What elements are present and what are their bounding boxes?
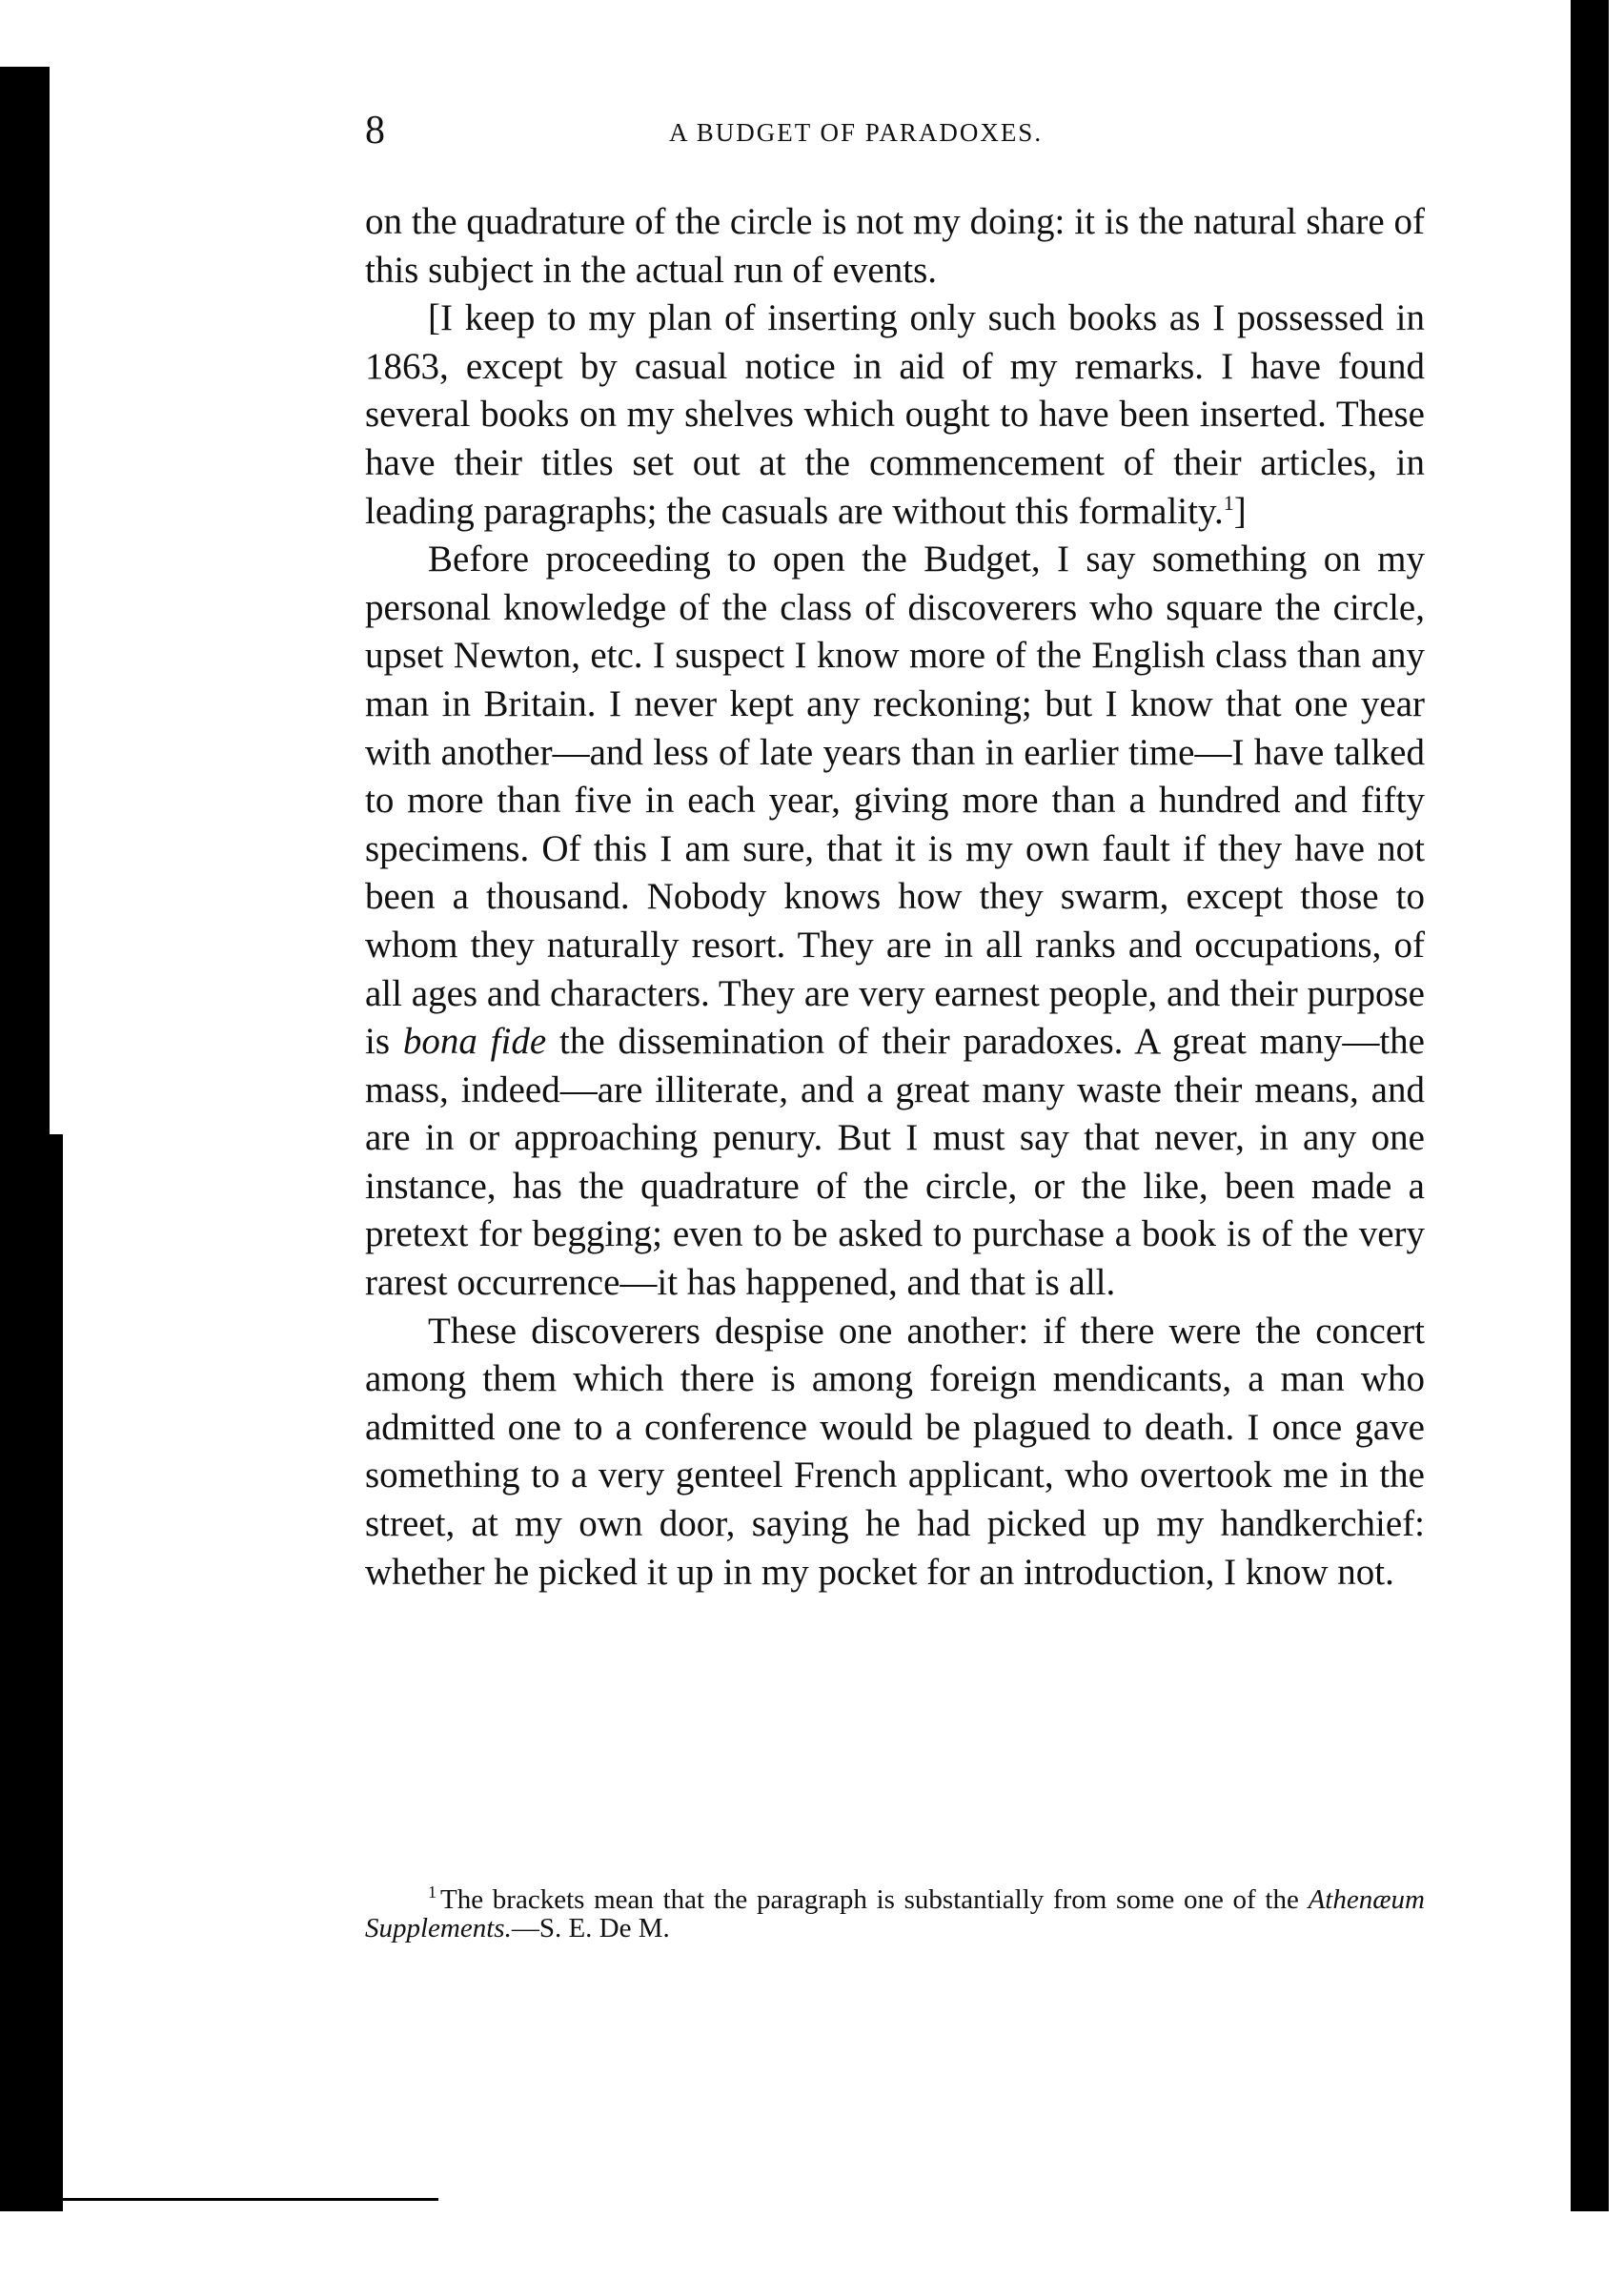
scan-bottom-rule [38,2198,438,2201]
italic-phrase: bona fide [402,1021,547,1063]
paragraph-4 [365,1308,1425,1597]
paragraph-3 [365,536,1425,1308]
page-header [365,107,1425,154]
paragraph-1 [365,198,1425,295]
footnote-text: The brackets mean that the paragraph is substantially from some one of the [440,1884,1309,1915]
paragraph-text: These discoverers despise one another: if there were the concert among them which there is among foreign mendicants, a man who admitted one to a conference would be plagued to death. I once gave something to a very genteel French applicant, who overtook me in the street, at my own door, saying he had picked up my handkerchief: whether he picked it up in my pocket for an introduction, I know not. [365,1310,1425,1593]
footnote-attribution: —S. E. De M. [511,1913,670,1943]
paragraph-2 [365,295,1425,536]
footnote-reference[interactable]: 1 [1223,490,1234,515]
paragraph-text: [I keep to my plan of inserting only such books as I possessed in 1863, except by casual notice in aid of my remarks. I have found several books on my shelves which ought to have been inserted. These have their titles set out at the commencement of their articles, in leading paragraphs; the casuals are without this formality. [365,297,1425,532]
footnote-mark: 1 [428,1882,436,1903]
body-text [365,198,1425,1597]
footnote-1 [365,1882,1425,1943]
footnotes [365,1882,1425,1943]
scan-edge-left-lower [19,1134,63,2211]
scan-edge-right [1571,0,1609,2211]
paragraph-text: on the quadrature of the circle is not my doing: it is the natural share of this subject in the actual run of events. [365,201,1425,291]
paragraph-text: Before proceeding to open the Budget, I say something on my personal knowledge of the class of discoverers who square the circle, upset Newton, etc. I suspect I know more of the English class than any man in Britain. I never kept any reckoning; but I know that one year with another—and less of late years than in earlier time—I have talked to more than five in each year, giving more than a hundred and fifty specimens. Of this I am sure, that it is my own fault if they have not been a thousand. Nobody knows how they swarm, except those to whom they naturally resort. They are in all ranks and occupations, of all ages and characters. They are very earnest people, and their purpose is [365,539,1425,1063]
page-number: 8 [365,109,385,153]
closing-bracket: ] [1233,490,1247,532]
paragraph-text: the dissemination of their paradoxes. A great many—the mass, indeed—are illiterate, and a great many waste their means, and are in or approaching penury. But I must say that never, in any one instance, has the quadrature of the circle, or the like, been made a pretext for begging; even to be asked to purchase a book is of the very rarest occurrence—it has happened, and that is all. [365,1021,1425,1304]
running-title: A BUDGET OF PARADOXES. [669,118,1044,147]
italic-title: Athenæum Supplements. [365,1884,1425,1943]
